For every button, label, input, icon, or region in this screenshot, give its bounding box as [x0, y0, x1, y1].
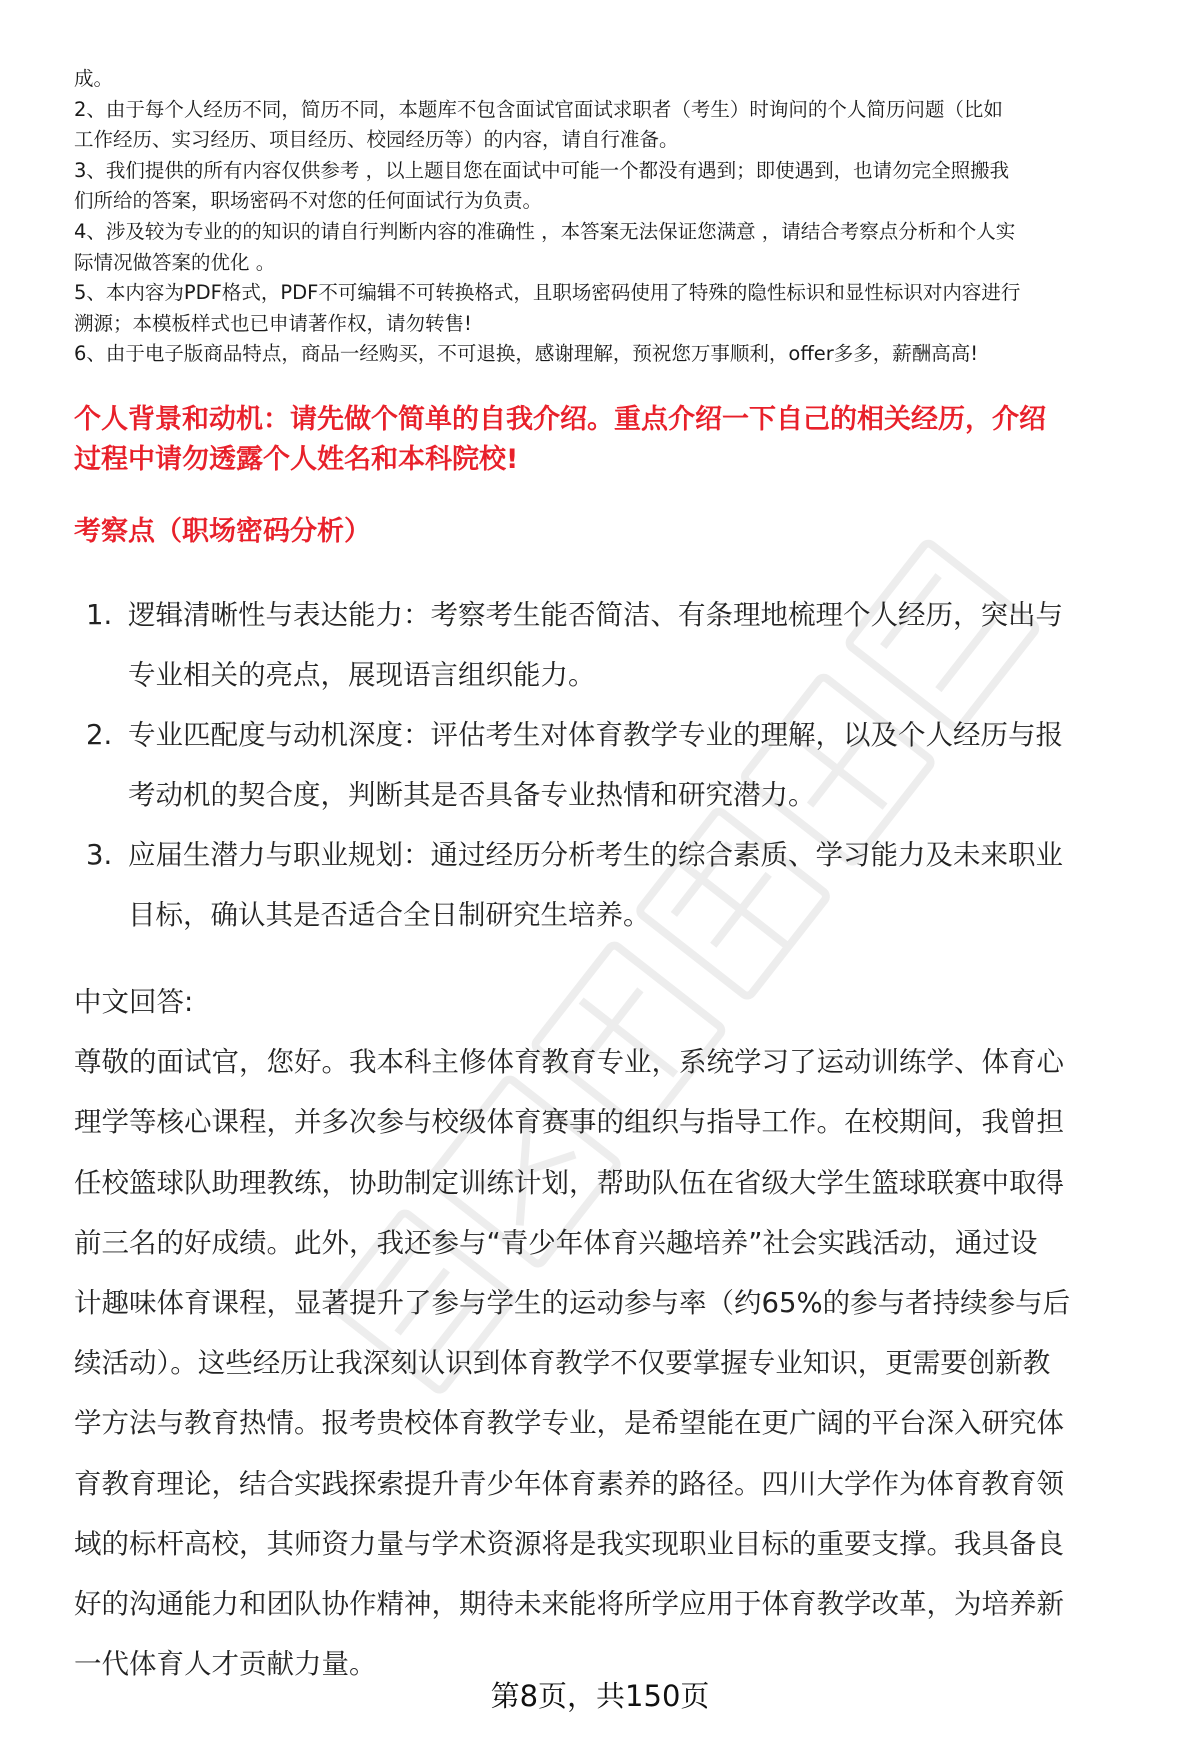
point-line: 专业相关的亮点，展现语言组织能力。 [128, 659, 596, 691]
answer-label: 中文回答: [74, 986, 194, 1018]
question-line: 个人背景和动机：请先做个简单的自我介绍。重点介绍一下自己的相关经历，介绍 [74, 404, 1046, 435]
answer-line: 好的沟通能力和团队协作精神，期待未来能将所学应用于体育教学改革，为培养新 [74, 1588, 1064, 1621]
answer-line: 尊敬的面试官，您好。我本科主修体育教育专业，系统学习了运动训练学、体育心 [74, 1046, 1064, 1079]
point-line: 目标，确认其是否适合全日制研究生培养。 [128, 899, 651, 931]
list-item [86, 585, 1166, 705]
disclaimer-notes [74, 64, 1164, 370]
question-heading [74, 400, 1164, 480]
list-item [86, 705, 1166, 825]
note-line: 4、涉及较为专业的的知识的请自行判断内容的准确性 ，本答案无法保证您满意 ，请结合考察点分析和个人实 [74, 219, 1016, 243]
note-line: 成。 [74, 67, 114, 90]
point-number: 2. [86, 719, 113, 751]
point-number: 1. [86, 599, 113, 631]
answer-line: 学方法与教育热情。报考贵校体育教学专业，是希望能在更广阔的平台深入研究体 [74, 1407, 1064, 1440]
point-number: 3. [86, 839, 113, 871]
note-line: 3、我们提供的所有内容仅供参考 ，以上题目您在面试中可能一个都没有遇到；即使遇到，也请勿完全照搬我 [74, 158, 1010, 182]
answer-line: 育教育理论，结合实践探索提升青少年体育素养的路径。四川大学作为体育教育领 [74, 1467, 1064, 1500]
answer-line: 任校篮球队助理教练，协助制定训练计划，帮助队伍在省级大学生篮球联赛中取得 [74, 1166, 1064, 1199]
note-line: 际情况做答案的优化 。 [74, 250, 276, 274]
note-line: 5、本内容为PDF格式，PDF不可编辑不可转换格式，且职场密码使用了特殊的隐性标识和显性标识对内容进行 [74, 281, 1021, 305]
answer-line: 前三名的好成绩。此外，我还参与“青少年体育兴趣培养”社会实践活动，通过设 [74, 1226, 1038, 1259]
point-line: 考动机的契合度，判断其是否具备专业热情和研究潜力。 [128, 779, 816, 811]
note-line: 2、由于每个人经历不同，简历不同，本题库不包含面试官面试求职者（考生）时询问的个人简历问题（比如 [74, 97, 1003, 121]
answer-line: 一代体育人才贡献力量。 [74, 1648, 377, 1681]
answer-block [74, 972, 1164, 1694]
note-line: 溯源；本模板样式也已申请著作权，请勿转售! [74, 311, 472, 335]
note-line: 6、由于电子版商品特点，商品一经购买，不可退换，感谢理解，预祝您万事顺利，offer多多，薪酬高高! [74, 342, 979, 366]
answer-line: 续活动）。这些经历让我深刻认识到体育教学不仅要掌握专业知识，更需要创新教 [74, 1347, 1051, 1380]
point-line: 应届生潜力与职业规划：通过经历分析考生的综合素质、学习能力及未来职业 [128, 839, 1063, 871]
answer-line: 理学等核心课程，并多次参与校级体育赛事的组织与指导工作。在校期间，我曾担 [74, 1106, 1064, 1139]
page-number-footer: 第8页，共150页 [490, 1679, 710, 1713]
note-line: 工作经历、实习经历、项目经历、校园经历等）的内容，请自行准备。 [74, 128, 679, 152]
points-heading: 考察点（职场密码分析） [74, 516, 371, 547]
point-line: 专业匹配度与动机深度：评估考生对体育教学专业的理解，以及个人经历与报 [128, 719, 1063, 751]
question-line: 过程中请勿透露个人姓名和本科院校! [74, 444, 519, 475]
answer-line: 计趣味体育课程，显著提升了参与学生的运动参与率（约65%的参与者持续参与后 [74, 1287, 1071, 1320]
list-item [86, 825, 1166, 945]
points-list [86, 585, 1166, 945]
answer-line: 域的标杆高校，其师资力量与学术资源将是我实现职业目标的重要支撑。我具备良 [74, 1527, 1064, 1560]
point-line: 逻辑清晰性与表达能力：考察考生能否简洁、有条理地梳理个人经历，突出与 [128, 599, 1063, 631]
note-line: 们所给的答案，职场密码不对您的任何面试行为负责。 [74, 189, 543, 213]
